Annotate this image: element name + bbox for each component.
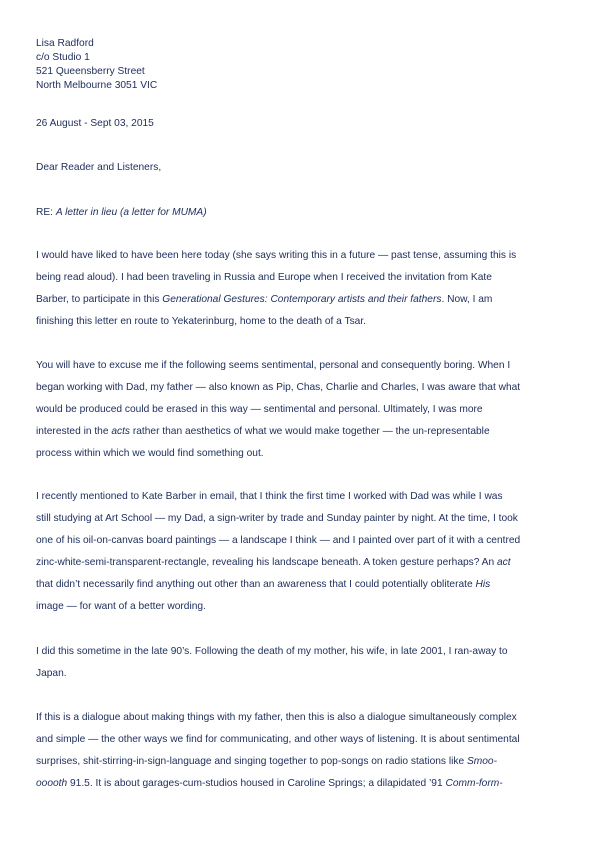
sender-street: 521 Queensberry Street	[36, 66, 145, 77]
sender-name: Lisa Radford	[36, 38, 94, 49]
subject-prefix: RE:	[36, 207, 56, 218]
text-run: interested in the	[36, 426, 112, 437]
text-run: that didn’t necessarily find anything out other than an awareness that I could potentially obliterate	[36, 579, 476, 590]
salutation: Dear Reader and Listeners,	[36, 162, 162, 173]
subject-title: A letter in lieu (a letter for MUMA)	[55, 207, 207, 218]
paragraph-3	[36, 486, 564, 618]
sender-city: North Melbourne 3051 VIC	[36, 80, 158, 91]
paragraph-5	[36, 707, 564, 795]
paragraph-4	[36, 641, 564, 685]
emphasis-act: act	[496, 557, 511, 568]
paragraph-2	[36, 355, 564, 465]
paragraph-line: I would have liked to have been here today (she says writing this in a future — past tense, assuming this is	[36, 250, 517, 261]
text-run: 91.5. It is about garages-cum-studios housed in Caroline Springs; a dilapidated ’91	[67, 778, 446, 789]
paragraph-line: and simple — the other ways we find for communicating, and other ways of listening. It is about sentimental	[36, 734, 520, 745]
paragraph-line: process within which we would find something out.	[36, 448, 264, 459]
paragraph-line: would be produced could be erased in this way — sentimental and personal. Ultimately, I was more	[36, 404, 483, 415]
paragraph-line: one of his oil-on-canvas board paintings — a landscape I think — and I painted over part of it with a centred	[36, 535, 521, 546]
paragraph-line: being read aloud). I had been traveling in Russia and Europe when I received the invitation from Kate	[36, 272, 492, 283]
subject-line	[36, 206, 564, 220]
text-run: zinc-white-semi-transparent-rectangle, revealing his landscape beneath. A token gesture perhaps? An	[36, 557, 497, 568]
paragraph-line: If this is a dialogue about making things with my father, then this is also a dialogue simultaneously complex	[36, 712, 517, 723]
paragraph-line	[36, 421, 564, 443]
paragraph-line	[36, 773, 564, 795]
text-run: rather than aesthetics of what we would make together — the un-representable	[130, 426, 490, 437]
paragraph-line: I did this sometime in the late 90’s. Following the death of my mother, his wife, in late 2001, I ran-away to	[36, 646, 508, 657]
sender-address	[36, 37, 564, 93]
paragraph-line	[36, 289, 564, 311]
paragraph-line	[36, 552, 564, 574]
emphasis-smooth: Smoo-	[466, 756, 497, 767]
paragraph-line: image — for want of a better wording.	[36, 601, 206, 612]
letter-date-block	[36, 117, 564, 131]
emphasis-acts: acts	[111, 426, 131, 437]
paragraph-line: I recently mentioned to Kate Barber in email, that I think the first time I worked with Dad was while I was	[36, 491, 503, 502]
paragraph-line: You will have to excuse me if the following seems sentimental, personal and consequently boring. When I	[36, 360, 511, 371]
emphasis-his: His	[475, 579, 491, 590]
emphasis-comm-form: Comm-form-	[445, 778, 503, 789]
paragraph-line	[36, 574, 564, 596]
exhibition-title: Generational Gestures: Contemporary artists and their fathers	[162, 294, 442, 305]
paragraph-line: still studying at Art School — my Dad, a sign-writer by trade and Sunday painter by night. At the time, I took	[36, 513, 518, 524]
text-run: . Now, I am	[441, 294, 493, 305]
sender-care-of: c/o Studio 1	[36, 52, 90, 63]
paragraph-line: Japan.	[36, 668, 67, 679]
letter-date: 26 August - Sept 03, 2015	[36, 118, 154, 129]
paragraph-line: began working with Dad, my father — also known as Pip, Chas, Charlie and Charles, I was aware that what	[36, 382, 521, 393]
salutation-block	[36, 161, 564, 175]
paragraph-1	[36, 245, 564, 333]
paragraph-line: finishing this letter en route to Yekaterinburg, home to the death of a Tsar.	[36, 316, 366, 327]
text-run: surprises, shit-stirring-in-sign-language and singing together to pop-songs on radio stations like	[36, 756, 467, 767]
paragraph-line	[36, 751, 564, 773]
text-run: Barber, to participate in this	[36, 294, 163, 305]
emphasis-smooth-cont: ooooth	[36, 778, 68, 789]
